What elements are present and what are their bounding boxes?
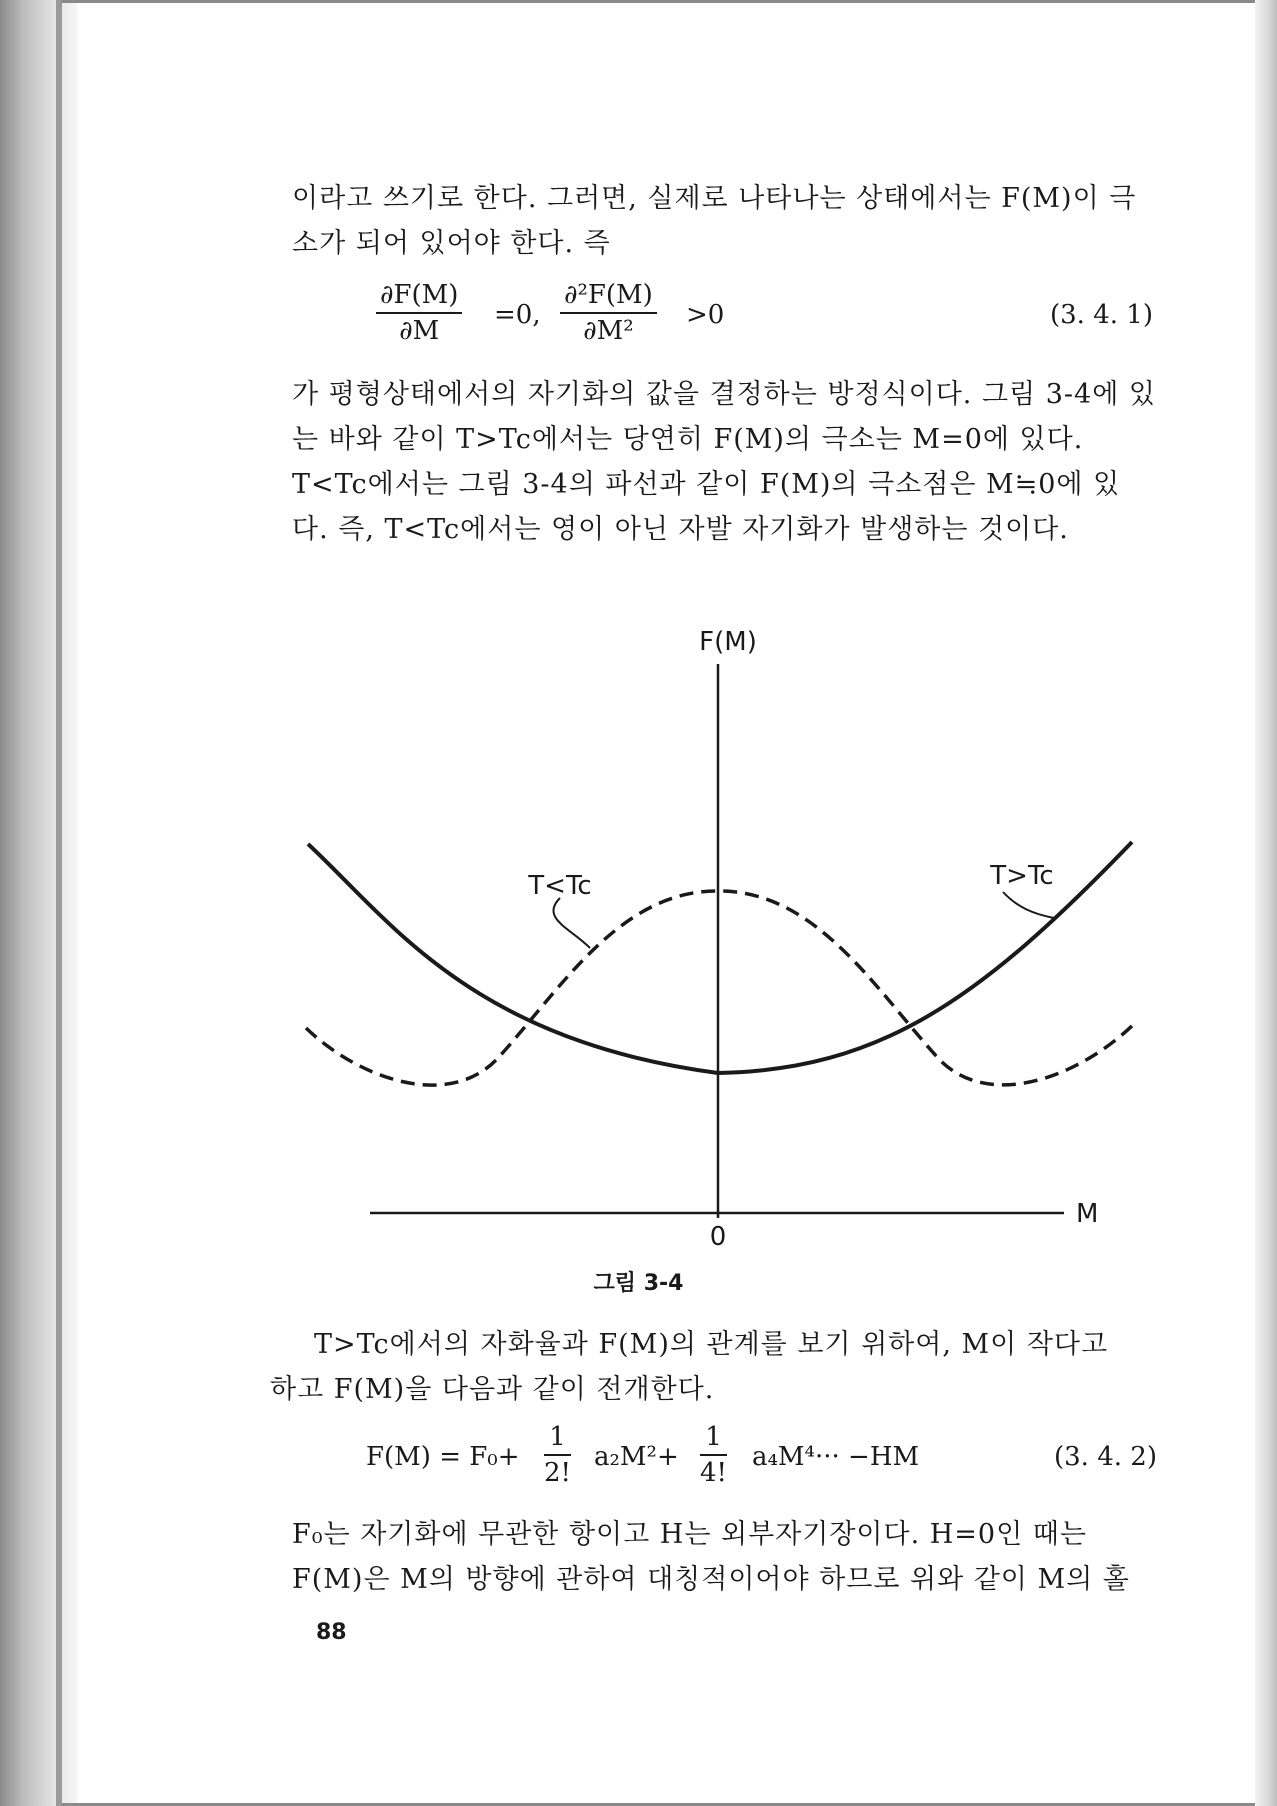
eq1-frac2-numerator: ∂²F(M)	[560, 280, 657, 314]
figure-caption: 그림 3-4	[593, 1271, 684, 1296]
page-number: 88	[316, 1620, 347, 1645]
eq2-frac1-numerator: 1	[544, 1422, 571, 1456]
eq1-number: (3. 4. 1)	[1050, 300, 1153, 330]
label-leader-below-tc	[553, 898, 590, 948]
text-line: F(M)은 M의 방향에 관하여 대칭적이어야 하므로 위와 같이 M의 홀	[292, 1564, 1130, 1595]
y-axis-label: F(M)	[699, 627, 757, 657]
paragraph-expansion	[292, 1512, 1172, 1602]
eq2-number: (3. 4. 2)	[1054, 1442, 1157, 1472]
x-axis-label: M	[1076, 1199, 1099, 1229]
eq1-frac2-denominator: ∂M²	[583, 316, 634, 346]
curve-above-tc-label: T>Tc	[990, 861, 1054, 891]
text-line: 이라고 쓰기로 한다. 그러면, 실제로 나타나는 상태에서는 F(M)이 극	[292, 183, 1137, 214]
text-line: 다. 즉, T<Tc에서는 영이 아닌 자발 자기화가 발생하는 것이다.	[292, 514, 1069, 545]
eq2-frac1-denominator: 2!	[544, 1458, 571, 1488]
eq1-tail: >0	[686, 300, 725, 330]
origin-label: 0	[709, 1222, 727, 1252]
eq2-frac2-denominator: 4!	[700, 1458, 727, 1488]
eq2-fraction-2	[700, 1422, 727, 1488]
curve-below-tc	[306, 891, 1134, 1085]
eq2-middle: a₂M²+	[594, 1442, 679, 1472]
label-leader-above-tc	[1003, 892, 1054, 918]
text-line: 하고 F(M)을 다음과 같이 전개한다.	[270, 1374, 715, 1405]
curve-below-tc-label: T<Tc	[528, 871, 592, 901]
eq2-frac2-numerator: 1	[700, 1422, 727, 1456]
text-line: 가 평형상태에서의 자기화의 값을 결정하는 방정식이다. 그림 3-4에 있	[292, 379, 1156, 410]
eq2-tail: a₄M⁴··· −HM	[752, 1442, 920, 1472]
paragraph-susceptibility	[270, 1322, 1172, 1412]
eq1-middle: =0,	[494, 300, 541, 330]
eq2-fraction-1	[544, 1422, 571, 1488]
eq2-lhs: F(M) = F₀+	[366, 1442, 520, 1472]
text-line: 는 바와 같이 T>Tc에서는 당연히 F(M)의 극소는 M=0에 있다.	[292, 424, 1084, 455]
text-line: F₀는 자기화에 무관한 항이고 H는 외부자기장이다. H=0인 때는	[292, 1519, 1087, 1550]
text-line: T>Tc에서의 자화율과 F(M)의 관계를 보기 위하여, M이 작다고	[314, 1329, 1109, 1360]
eq1-frac1-numerator: ∂F(M)	[376, 280, 462, 314]
eq1-frac1-denominator: ∂M	[399, 316, 440, 346]
text-line: T<Tc에서는 그림 3-4의 파선과 같이 F(M)의 극소점은 M≒0에 있	[292, 469, 1121, 500]
text-line: 소가 되어 있어야 한다. 즉	[292, 228, 611, 259]
